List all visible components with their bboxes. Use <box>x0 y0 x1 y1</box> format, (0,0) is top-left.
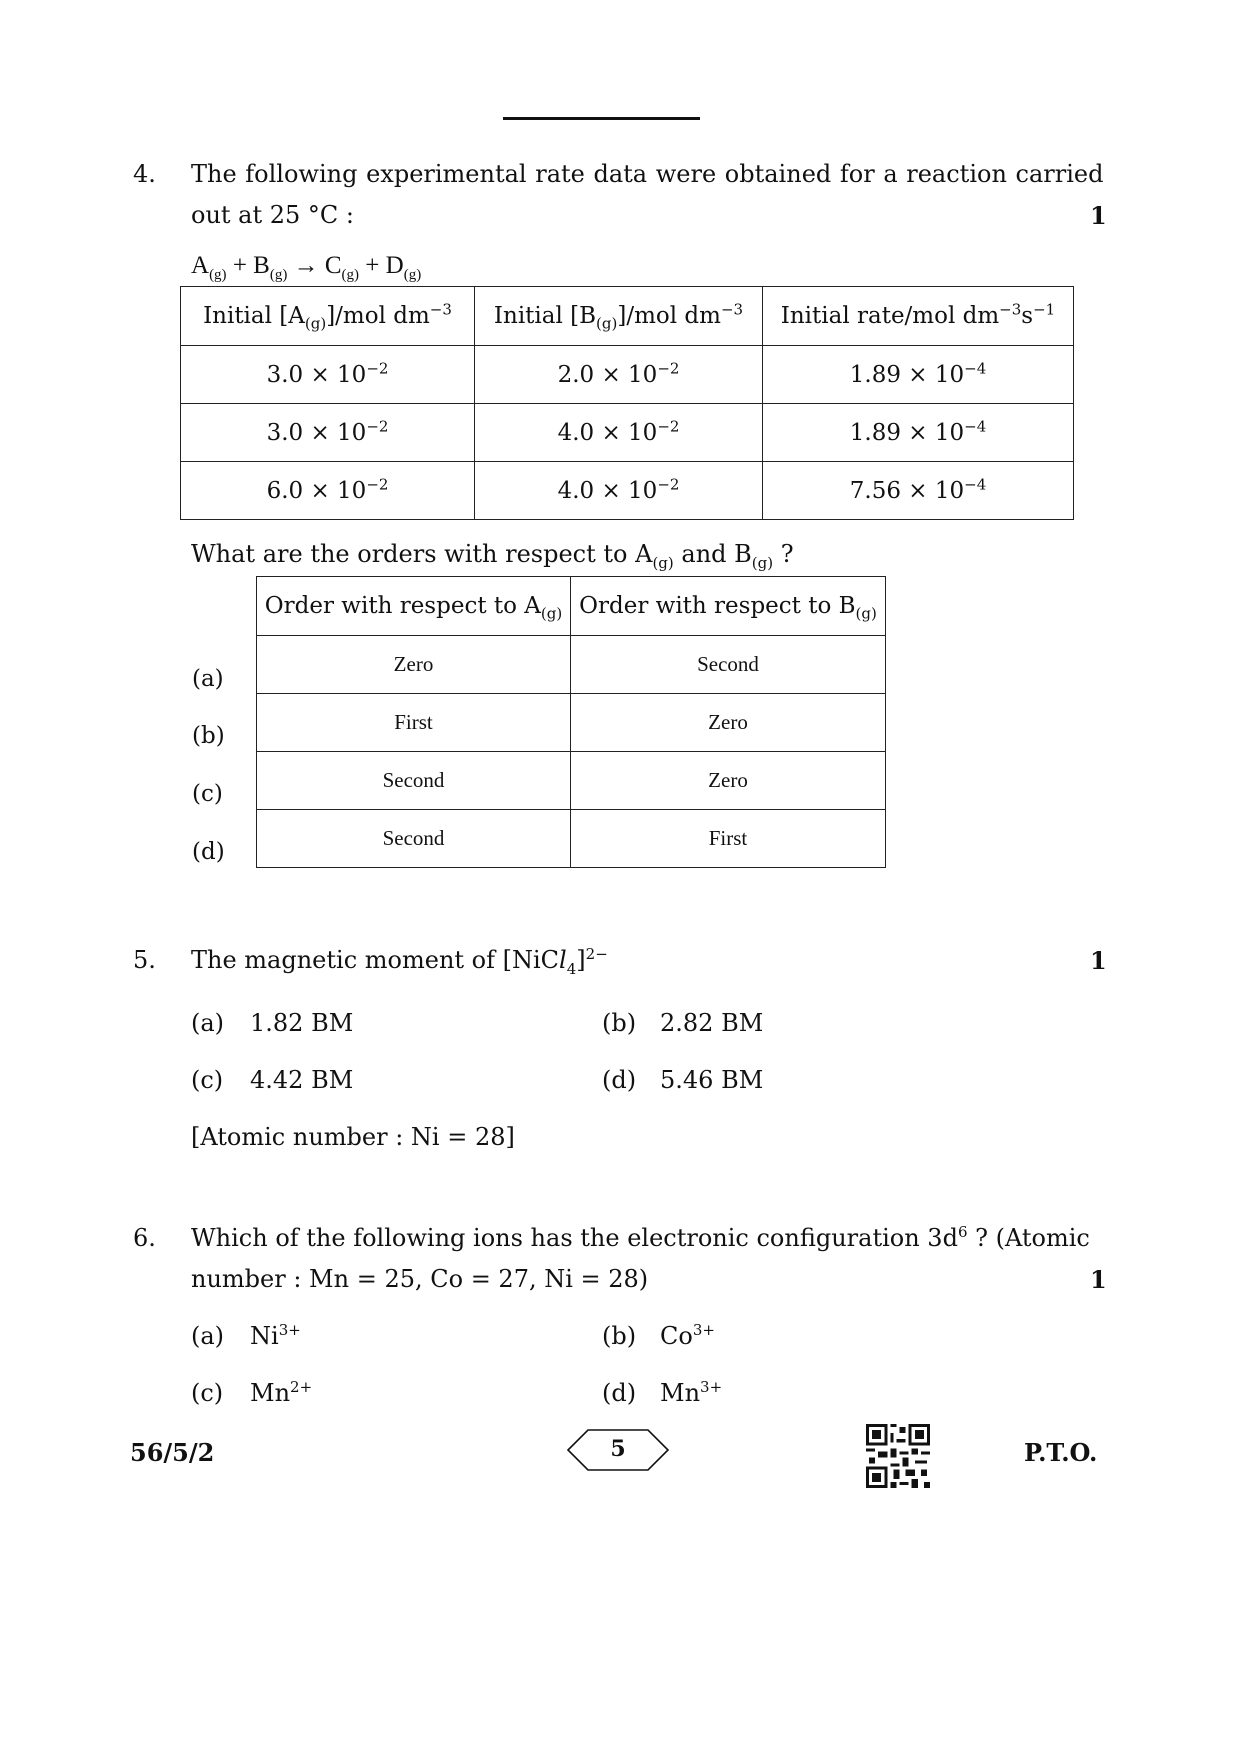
rate-data-table <box>180 286 1074 520</box>
q6-option-text: $Ni^{3+}$ <box>250 1321 301 1350</box>
cell-a: $3.0 \times 10^{-2}$ <box>181 404 475 462</box>
q6-option-letter: (a) <box>191 1322 225 1350</box>
table-row <box>181 462 1074 520</box>
q6-option-letter: (d) <box>602 1379 637 1407</box>
table-row <box>181 346 1074 404</box>
paper-code: 56/5/2 <box>130 1438 215 1467</box>
q5-option-text: 5.46 BM <box>660 1066 764 1094</box>
cell-b: $4.0 \times 10^{-2}$ <box>475 462 763 520</box>
cell-rate: $1.89 \times 10^{-4}$ <box>763 404 1074 462</box>
q6-option-text: $Mn^{2+}$ <box>250 1378 313 1407</box>
q5-option-letter: (a) <box>191 1009 225 1037</box>
option-letter: (d) <box>192 839 225 865</box>
q6-option-text: $Co^{3+}$ <box>660 1321 715 1350</box>
table-row <box>257 694 886 752</box>
cell-b: $4.0 \times 10^{-2}$ <box>475 404 763 462</box>
option-b-order-b: Zero <box>571 694 886 752</box>
table-row <box>257 752 886 810</box>
header-order-b: Order with respect to $B_{(g)}$ <box>571 577 886 636</box>
cell-b: $2.0 \times 10^{-2}$ <box>475 346 763 404</box>
question-4-line-2: out at 25 °C : <box>191 201 355 229</box>
q6-option-letter: (b) <box>602 1322 637 1350</box>
header-order-a: Order with respect to $A_{(g)}$ <box>257 577 571 636</box>
q5-option-letter: (c) <box>191 1066 224 1094</box>
q5-option-text: 2.82 BM <box>660 1009 764 1037</box>
question-5-text: The magnetic moment of [NiCl$_4$]$^{2-}$ <box>191 945 608 978</box>
question-5-note: [Atomic number : Ni = 28] <box>191 1123 515 1151</box>
cell-rate: $1.89 \times 10^{-4}$ <box>763 346 1074 404</box>
question-5-number: 5. <box>133 946 156 974</box>
table-row <box>257 810 886 868</box>
please-turn-over: P.T.O. <box>1024 1438 1098 1467</box>
q5-option-text: 1.82 BM <box>250 1009 354 1037</box>
top-rule <box>503 117 700 120</box>
option-letter: (a) <box>192 666 224 692</box>
header-initial-b: Initial $[B_{(g)}]$/mol $dm^{-3}$ <box>475 287 763 346</box>
question-4-line-1: The following experimental rate data were obtained for a reaction carried <box>191 160 1104 188</box>
header-initial-a: Initial $[A_{(g)}]$/mol $dm^{-3}$ <box>181 287 475 346</box>
q5-option-letter: (b) <box>602 1009 637 1037</box>
q6-option-letter: (c) <box>191 1379 224 1407</box>
q5-option-letter: (d) <box>602 1066 637 1094</box>
qr-code-icon <box>866 1424 930 1488</box>
question-4-number: 4. <box>133 160 156 188</box>
cell-rate: $7.56 \times 10^{-4}$ <box>763 462 1074 520</box>
option-c-order-b: Zero <box>571 752 886 810</box>
q5-option-text: 4.42 BM <box>250 1066 354 1094</box>
question-4-marks: 1 <box>1090 201 1107 230</box>
question-6-line-2: number : Mn = 25, Co = 27, Ni = 28) <box>191 1265 649 1293</box>
table-row <box>257 636 886 694</box>
option-d-order-b: First <box>571 810 886 868</box>
option-letter: (b) <box>192 723 225 749</box>
option-d-order-a: Second <box>257 810 571 868</box>
table-header-row <box>257 577 886 636</box>
option-letter: (c) <box>192 781 223 807</box>
q6-option-text: $Mn^{3+}$ <box>660 1378 723 1407</box>
cell-a: $6.0 \times 10^{-2}$ <box>181 462 475 520</box>
question-6-line-1: Which of the following ions has the electronic configuration $3d^6$ ? (Atomic <box>191 1223 1090 1252</box>
header-initial-rate: Initial rate/mol $dm^{-3}s^{-1}$ <box>763 287 1074 346</box>
question-6-number: 6. <box>133 1224 156 1252</box>
order-options-table <box>256 576 886 868</box>
question-4-prompt: What are the orders with respect to $A_{(g)}$ and $B_{(g)}$ ? <box>191 540 794 572</box>
option-a-order-b: Second <box>571 636 886 694</box>
reaction-equation: $A_{(g)} + B_{(g)} \to C_{(g)} + D_{(g)}$ <box>191 252 422 283</box>
question-6-marks: 1 <box>1090 1265 1107 1294</box>
option-c-order-a: Second <box>257 752 571 810</box>
option-b-order-a: First <box>257 694 571 752</box>
cell-a: $3.0 \times 10^{-2}$ <box>181 346 475 404</box>
question-5-marks: 1 <box>1090 946 1107 975</box>
page-number: 5 <box>610 1436 626 1462</box>
table-header-row <box>181 287 1074 346</box>
table-row <box>181 404 1074 462</box>
option-a-order-a: Zero <box>257 636 571 694</box>
